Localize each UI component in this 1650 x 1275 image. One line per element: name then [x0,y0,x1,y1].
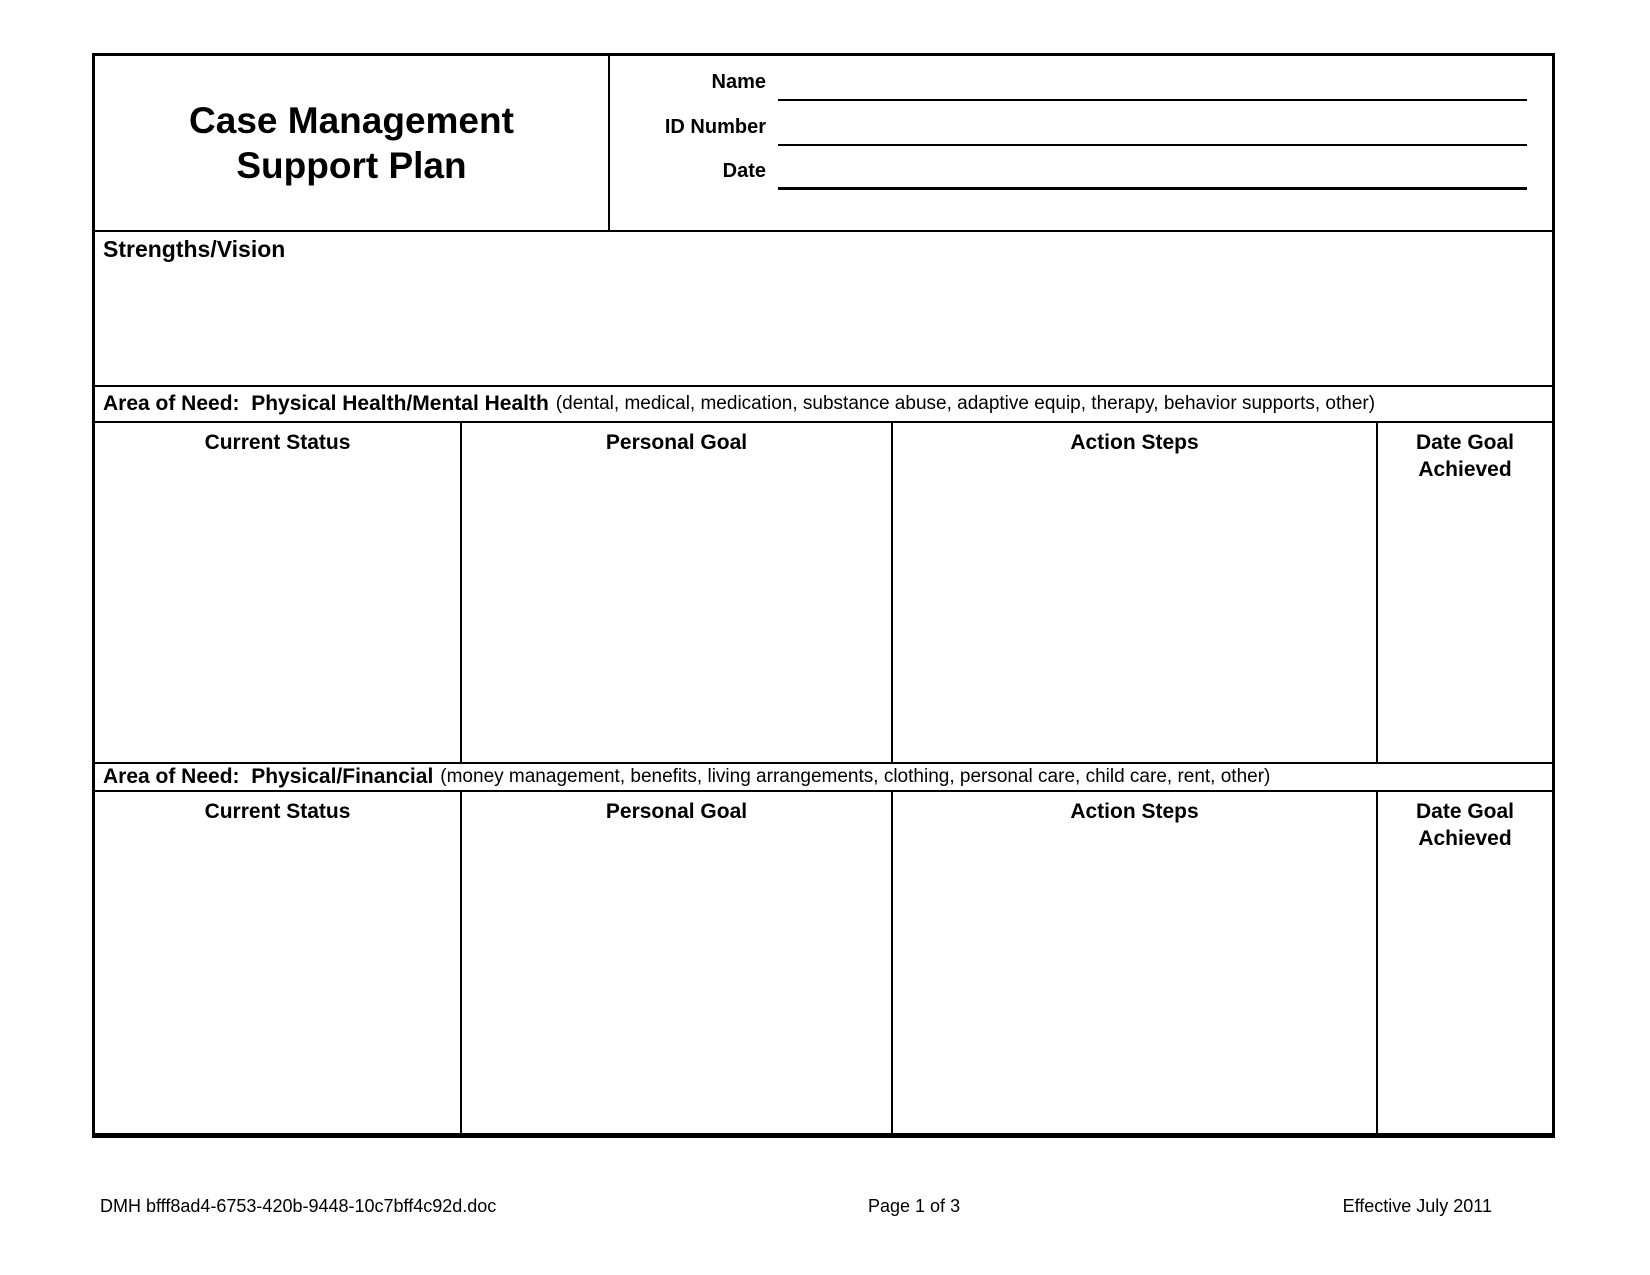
area-2-table [95,790,1552,1133]
date-field-row [610,146,1552,190]
date-label: Date [722,160,766,182]
name-field-row [610,56,1552,101]
area-of-need-2-bar [95,762,1552,790]
area-2-personal-goal-cell[interactable] [462,825,891,1133]
footer-effective-date: Effective July 2011 [1342,1196,1492,1216]
identification-fields [610,56,1552,230]
area-1-action-steps-cell[interactable] [893,456,1376,762]
column-header-current-status: Current Status [204,431,351,454]
name-label: Name [711,71,766,93]
date-input-line[interactable] [778,146,1527,190]
area-2-current-status-column [95,792,460,1133]
area-2-date-goal-achieved-cell[interactable] [1378,853,1552,1133]
form-title-line2: Support Plan [236,145,467,186]
area-1-action-steps-column [891,423,1376,762]
column-header-action-steps: Action Steps [1070,800,1199,823]
column-header-date-goal-achieved: Date Goal Achieved [1415,800,1515,851]
area-1-personal-goal-cell[interactable] [462,456,891,762]
id-number-input-line[interactable] [778,101,1527,146]
id-number-label: ID Number [664,116,766,138]
column-header-personal-goal: Personal Goal [605,800,748,823]
column-header-personal-goal: Personal Goal [605,431,748,454]
form-header-row [95,56,1552,230]
area-2-action-steps-cell[interactable] [893,825,1376,1133]
name-input-line[interactable] [778,56,1527,101]
id-number-field-row [610,101,1552,146]
area-1-date-goal-achieved-column [1376,423,1552,762]
column-header-action-steps: Action Steps [1070,431,1199,454]
strengths-vision-section [95,230,1552,385]
area-1-current-status-column [95,423,460,762]
area-2-date-goal-achieved-column [1376,792,1552,1133]
case-management-form [92,53,1555,1138]
form-title-line1: Case Management [189,99,514,141]
area-of-need-2-label: Area of Need: Physical/Financial [103,765,434,788]
strengths-vision-label: Strengths/Vision [103,236,286,262]
footer-document-name: DMH bfff8ad4-6753-420b-9448-10c7bff4c92d.doc [100,1196,497,1216]
area-2-action-steps-column [891,792,1376,1133]
area-of-need-1-bar [95,385,1552,421]
footer-page-indicator: Page 1 of 3 [868,1196,961,1216]
form-title [95,56,610,230]
area-1-date-goal-achieved-cell[interactable] [1378,484,1552,762]
area-of-need-2-detail: (money management, benefits, living arrangements, clothing, personal care, child care, rent, other) [440,766,1271,787]
area-1-table [95,421,1552,762]
column-header-current-status: Current Status [204,800,351,823]
area-2-current-status-cell[interactable] [95,825,460,1133]
area-2-personal-goal-column [460,792,891,1133]
column-header-date-goal-achieved: Date Goal Achieved [1415,431,1515,482]
area-of-need-1-label: Area of Need: Physical Health/Mental Health [103,392,549,415]
strengths-vision-input-area[interactable] [103,263,1544,381]
area-of-need-1-detail: (dental, medical, medication, substance abuse, adaptive equip, therapy, behavior supports, other) [555,393,1376,414]
area-1-personal-goal-column [460,423,891,762]
area-1-current-status-cell[interactable] [95,456,460,762]
page-footer [0,1196,1650,1220]
